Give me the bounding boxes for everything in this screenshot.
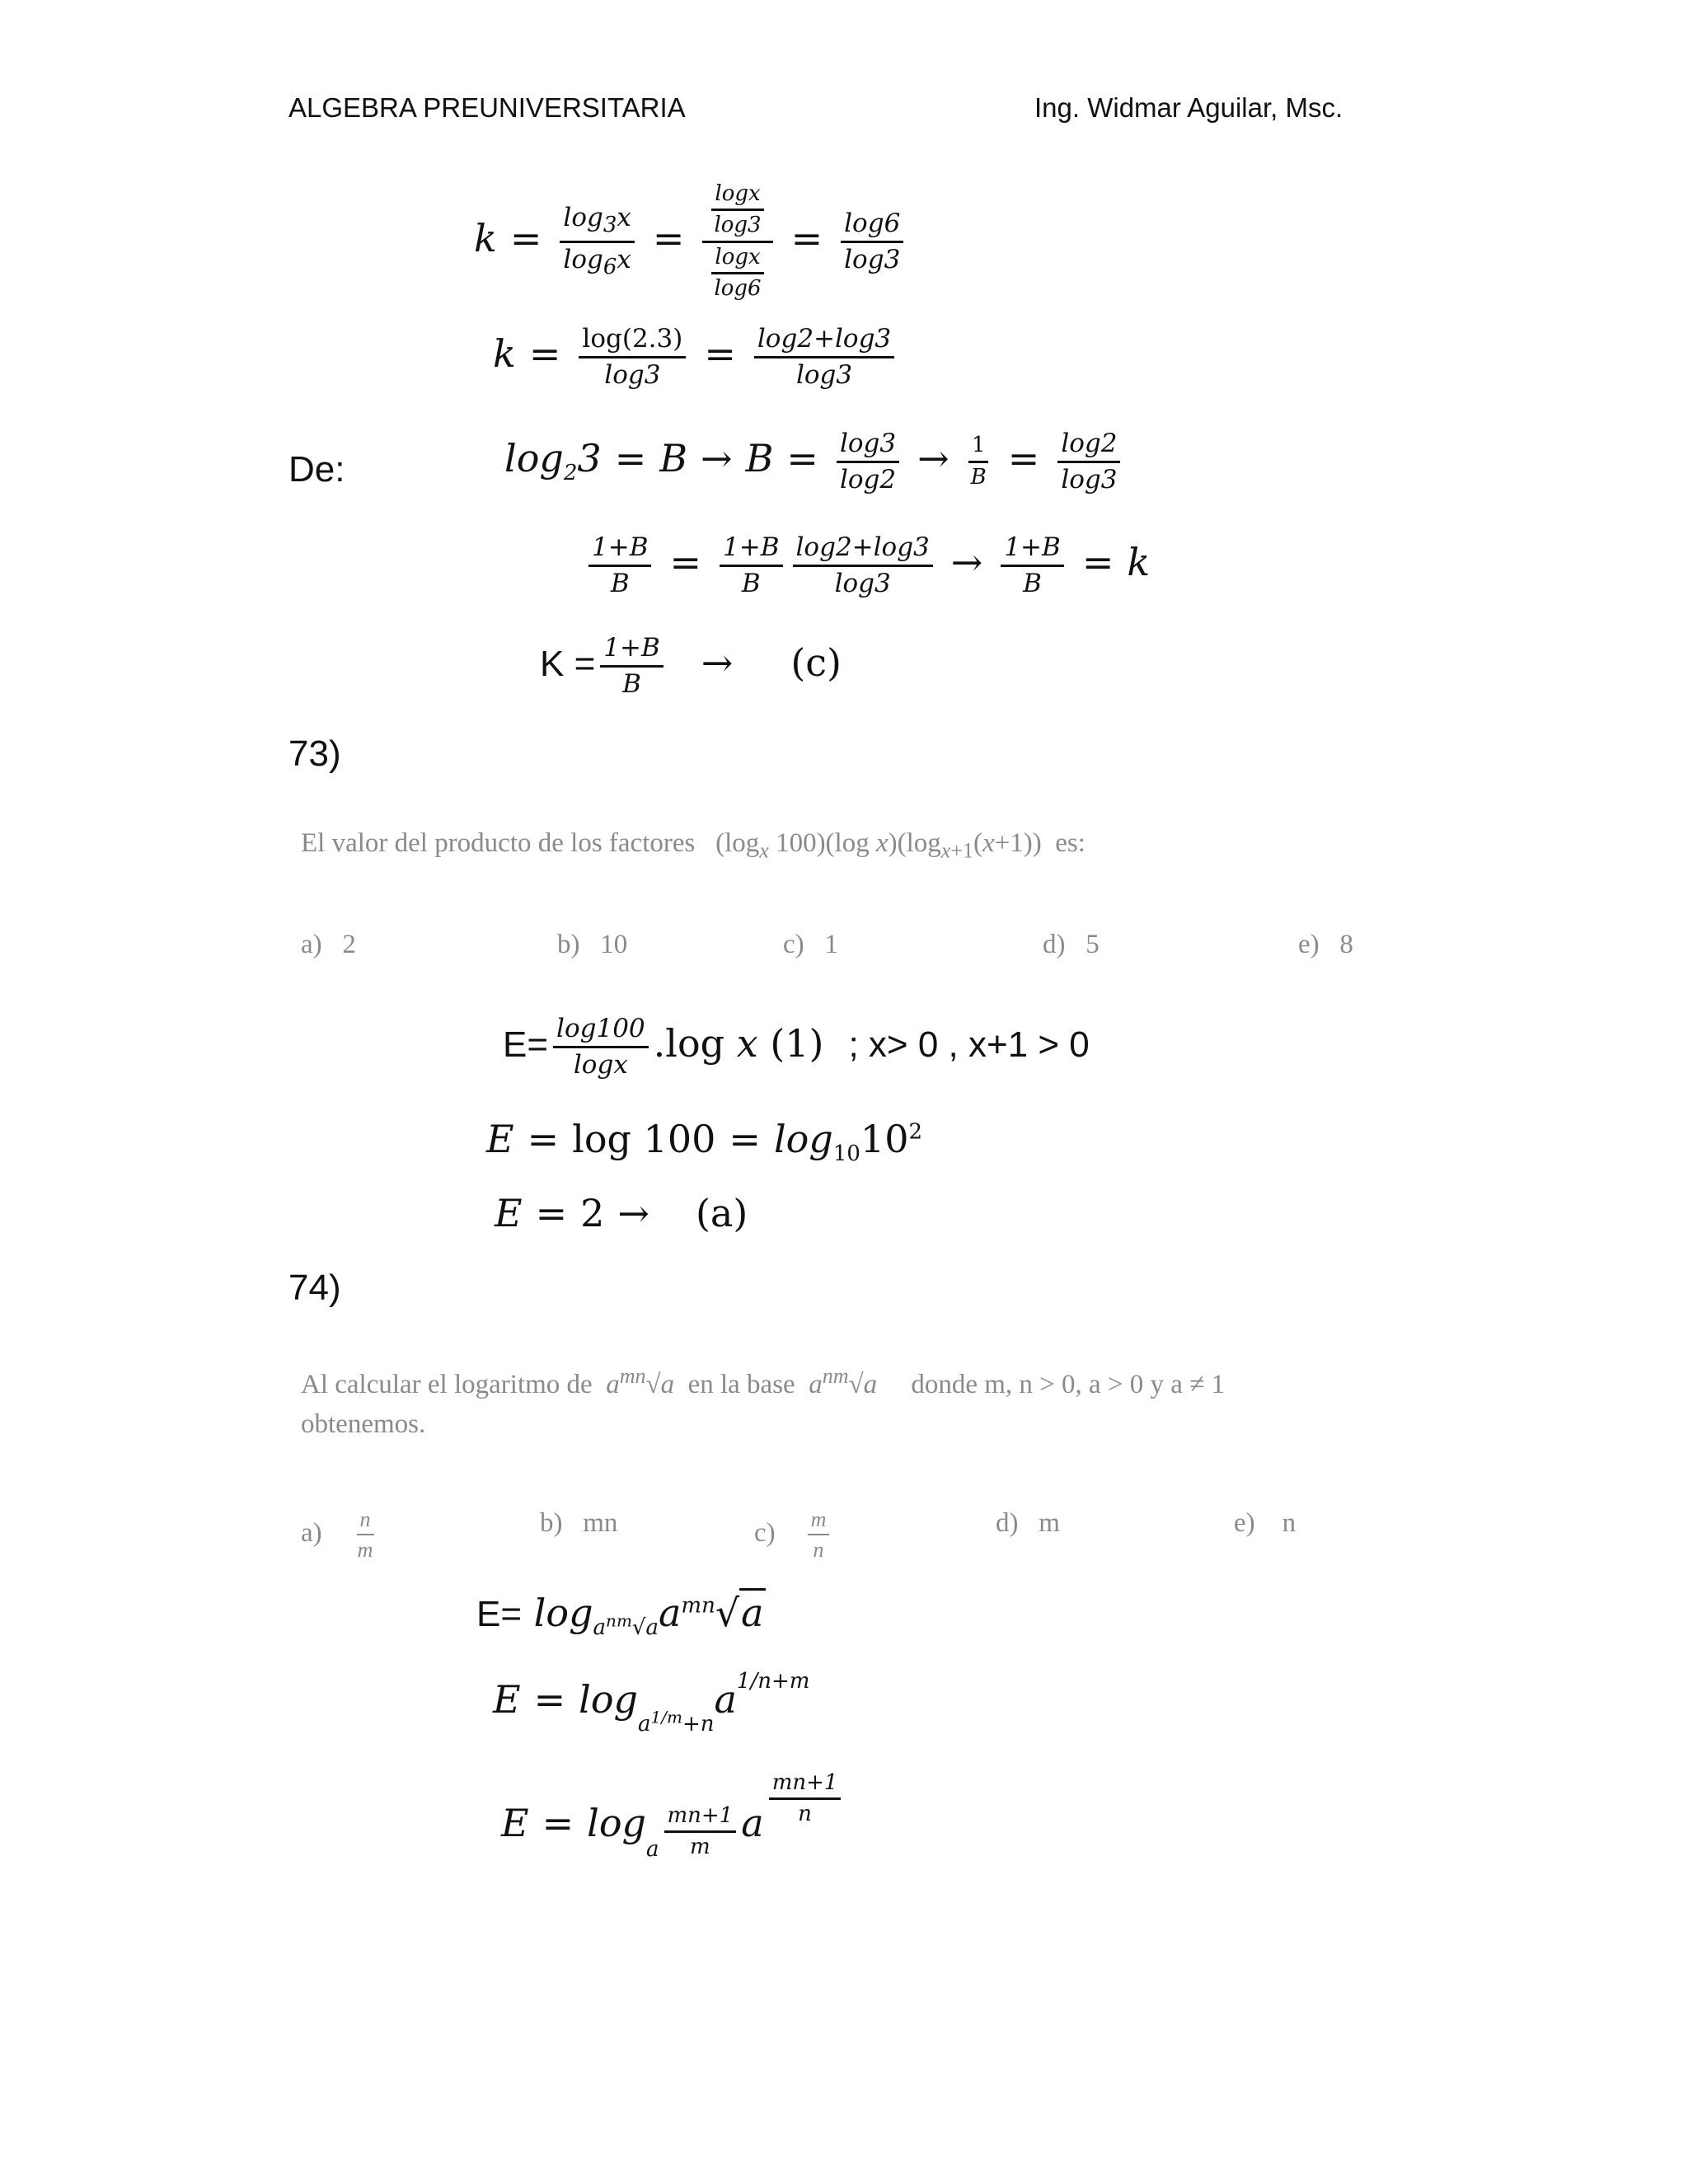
problem-74-text-b: en la base [687, 1370, 795, 1399]
option-73-a: a) 2 [301, 930, 356, 959]
problem-73-text-end: es: [1055, 828, 1085, 858]
e-product-equation: E= $\frac{\log 100}{\log x}$ .log x (1) ; x> 0 , x+1 > 0 [503, 1014, 1090, 1080]
option-74-d: d) m [996, 1508, 1060, 1538]
option-74-a: a) $\frac{n}{m}$ [301, 1507, 373, 1563]
e-log-base-equation: $E= \log_{a^{nm}√a}a^{mn}√a$ [476, 1591, 766, 1640]
option-73-d: d) 5 [1043, 930, 1100, 959]
b-definition-equation: $\log_23 = B \to B$ = $\frac{\log 3}{\log 2}$ → $\frac{1}{B}$ = $\frac{\log 2}{\log 3}$ [504, 430, 1125, 493]
problem-74-statement-line2: obtenemos. [301, 1409, 426, 1439]
header-right: Ing. Widmar Aguilar, Msc. [1034, 92, 1343, 123]
problem-74-statement: Al calcular el logaritmo de $a^{mn}√a$ en la base $a^{nm}√a$ donde m, n > 0, a > 0 y a ≠ 1 [301, 1364, 1226, 1399]
k-answer-label: K = [540, 644, 596, 685]
problem-73-number: 73) [288, 733, 341, 774]
problem-74-text-a: Al calcular el logaritmo de [301, 1370, 593, 1399]
k-expanded-equation: k = $\frac{\log(2.3)}{\log 3}$ = $\frac{\log 2+\log 3}{\log 3}$ [493, 326, 899, 388]
k-ratio-equation: k = $\frac{\log_3x}{\log_6x}$ = $\frac{\frac{\log x}{\log 3}}{\frac{\log x}{\log 6}}$ = $\frac{\log 6}{\log 3}$ [474, 183, 908, 300]
header-left: ALGEBRA PREUNIVERSITARIA [288, 92, 686, 123]
problem-74-text-c: donde m, n > 0, a > 0 y a ≠ 1 [911, 1370, 1226, 1399]
problem-74-number: 74) [288, 1268, 341, 1308]
domain-conditions: ; x> 0 , x+1 > 0 [848, 1024, 1090, 1066]
option-73-b: b) 10 [557, 930, 628, 959]
one-plus-b-equation: $\frac{1+B}{B}$ = $\frac{1+B}{B}$ $\frac{\log 2+\log 3}{\log 3}$ → $\frac{1+B}{B}$ = k [584, 534, 1150, 597]
problem-73-text: El valor del producto de los factores [301, 828, 696, 858]
option-74-e: e) n [1234, 1508, 1296, 1538]
problem-73-statement: El valor del producto de los factores ($\log_x$ 100)(log $x)(\log_{x+1}(x+1))$ es: [301, 828, 1085, 863]
e-log100-equation: $E = \log 100 = \log_{10}10^2$ [486, 1117, 923, 1167]
option-74-c: c) $\frac{m}{n}$ [754, 1508, 834, 1562]
option-73-e: e) 8 [1298, 930, 1353, 959]
option-74-b: b) mn [540, 1508, 618, 1538]
de-label: De: [288, 449, 345, 490]
option-73-c: c) 1 [783, 930, 838, 959]
e-final-equation: $E = \log_a$ $^{\frac{mn+1}{m}}$ a $^{\frac{mn+1}{n}}$ [501, 1790, 846, 1850]
answer-c: (c) [790, 640, 842, 686]
e-exponent-equation: $E = \log_{a^{1/m}+n}a^{1/n+m}$ [493, 1668, 810, 1737]
answer-a: (a) [695, 1191, 748, 1235]
k-answer-line: K = $\frac{1+B}{B}$ → (c) [540, 633, 842, 699]
e-answer-equation: E = 2 → (a) [495, 1191, 748, 1235]
